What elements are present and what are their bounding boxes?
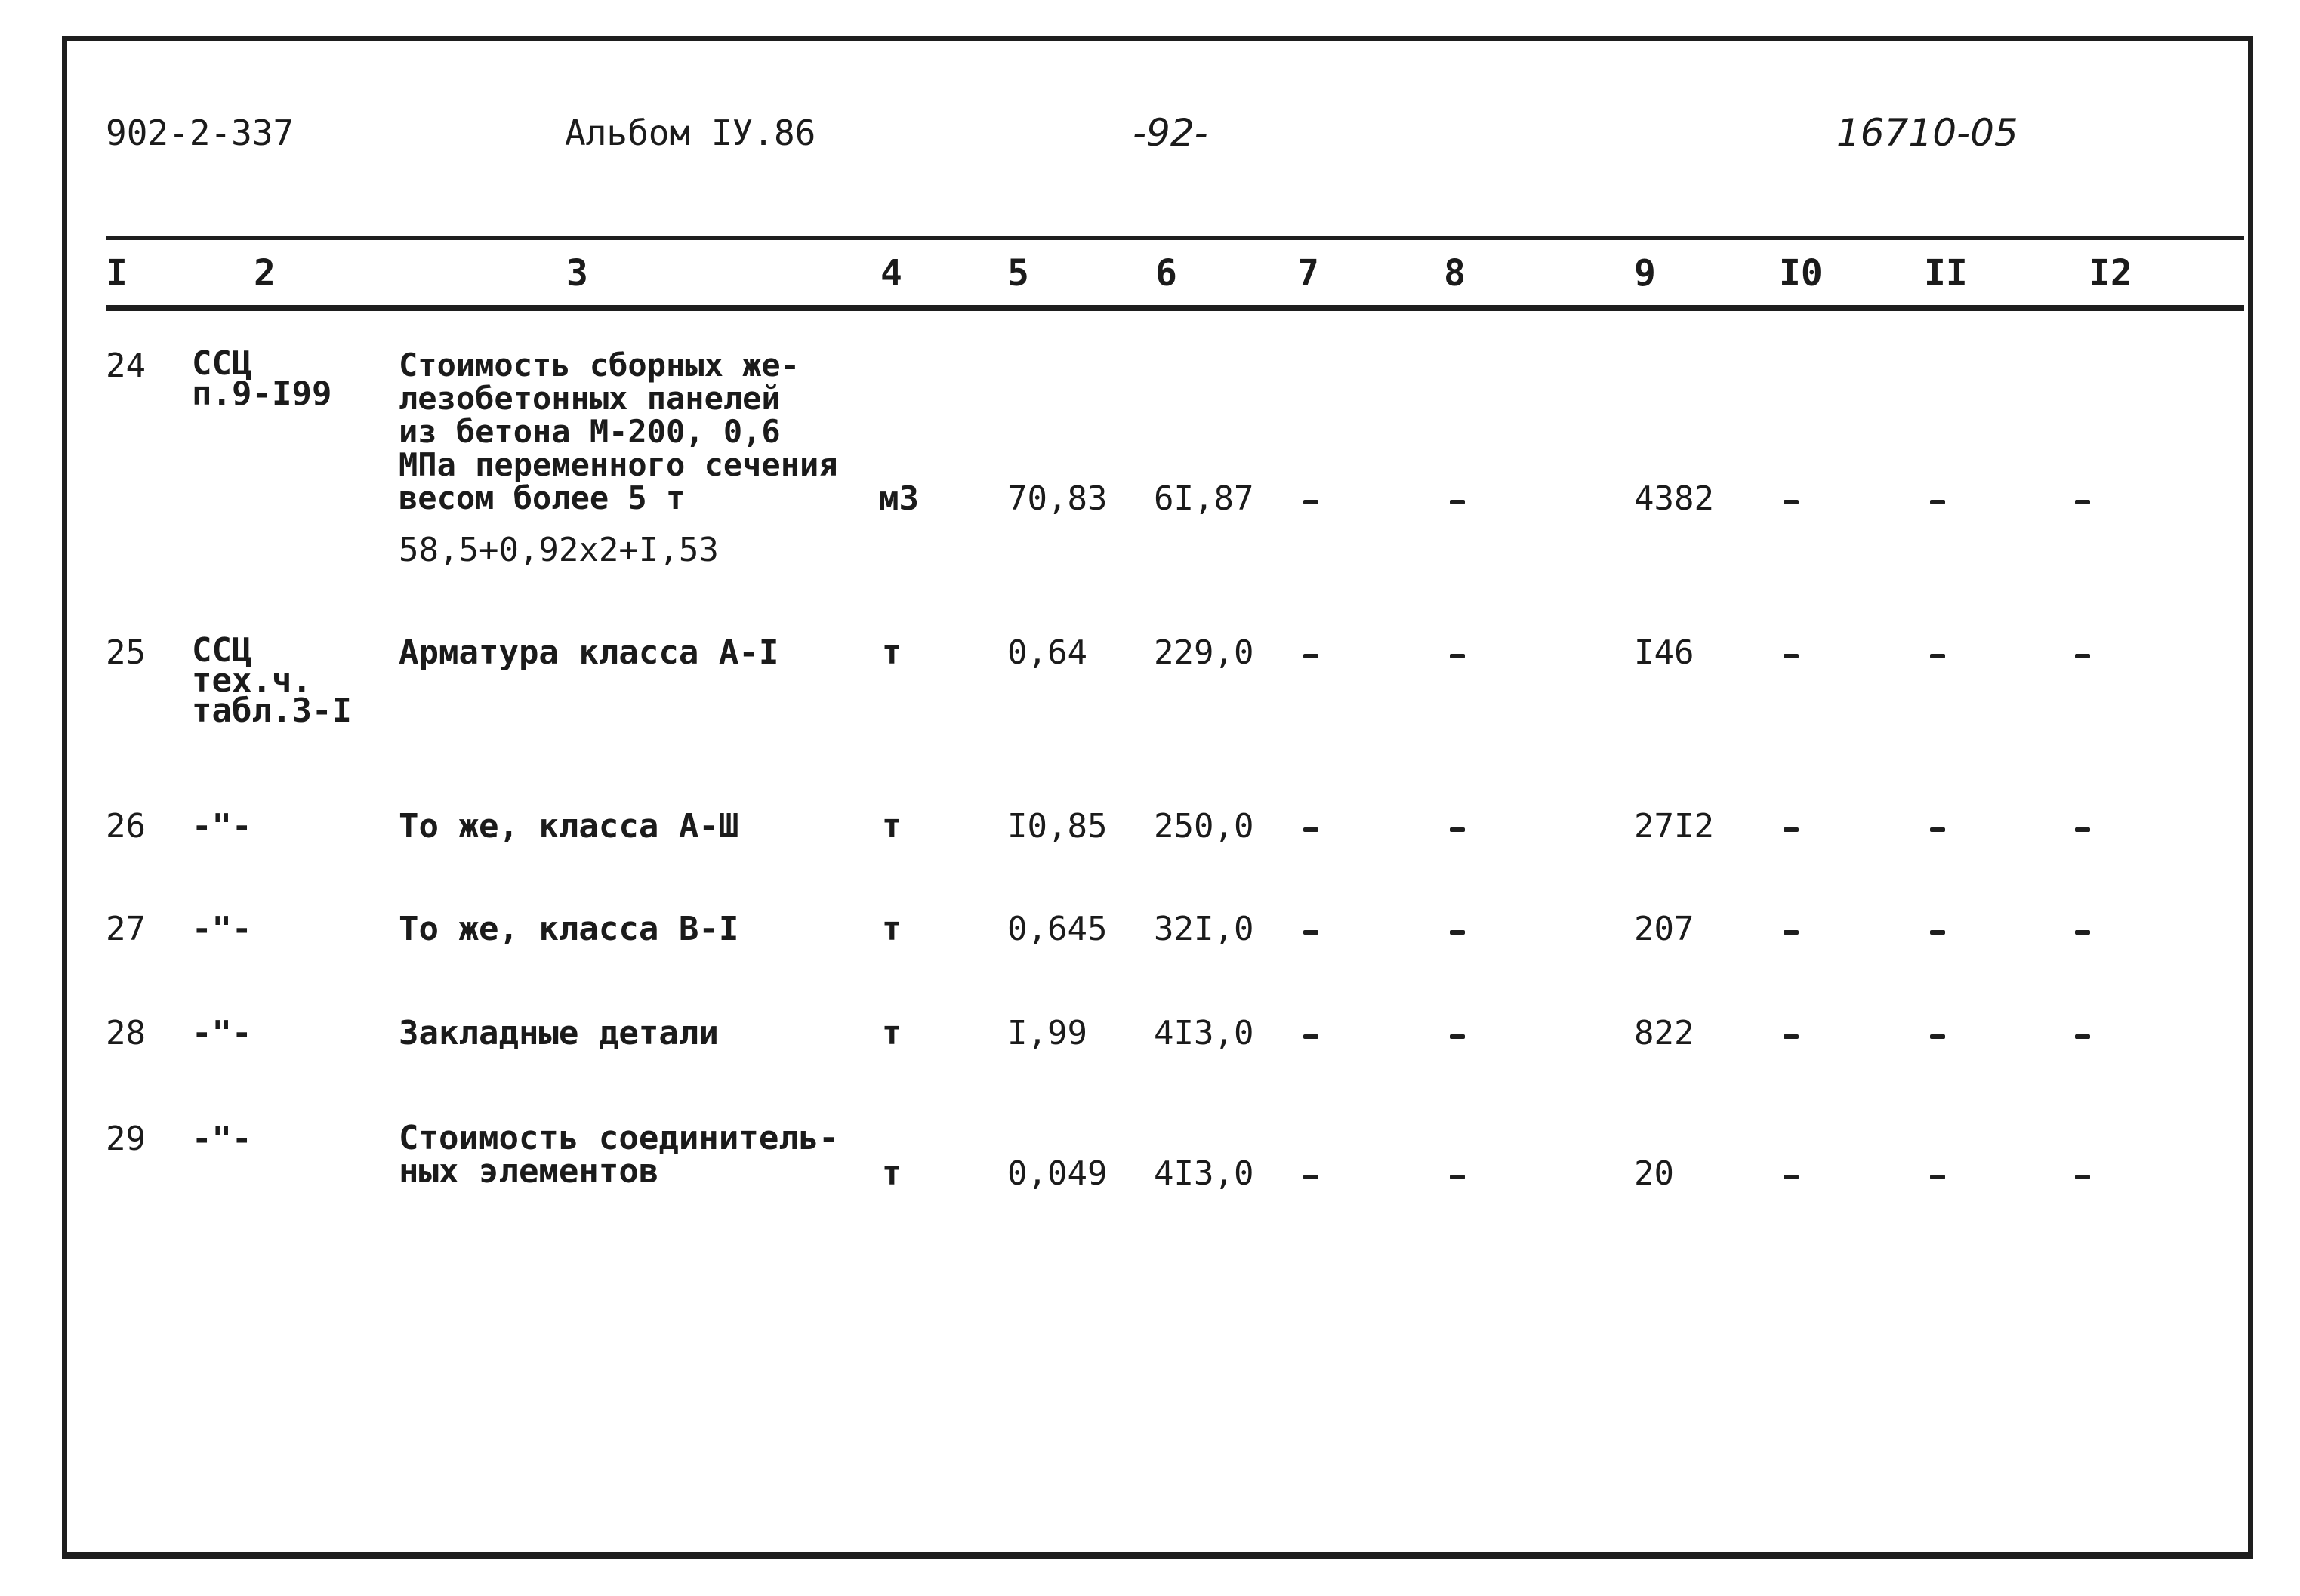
empty-dash: [1930, 930, 1945, 935]
empty-dash: [2075, 1175, 2090, 1179]
column-number: 9: [1634, 252, 1656, 294]
empty-dash: [1784, 654, 1799, 658]
empty-dash: [1930, 654, 1945, 658]
empty-dash: [2075, 500, 2090, 504]
unit-price-cell: 6I,87: [1154, 479, 1254, 518]
quantity-cell: 0,64: [1007, 633, 1087, 672]
column-number: 3: [566, 252, 588, 294]
empty-dash: [1930, 500, 1945, 504]
row-number: 28: [106, 1014, 146, 1052]
empty-dash: [1784, 1034, 1799, 1039]
empty-dash: [2075, 1034, 2090, 1039]
unit-price-cell: 229,0: [1154, 633, 1254, 672]
empty-dash: [2075, 827, 2090, 832]
quantity-cell: I,99: [1007, 1014, 1087, 1052]
empty-dash: [1784, 827, 1799, 832]
empty-dash: [1450, 1034, 1465, 1039]
reference-cell: -"-: [192, 1014, 252, 1052]
header-bottom-rule: [106, 305, 2244, 311]
column-number: 5: [1007, 252, 1029, 294]
row-number: 26: [106, 807, 146, 846]
column-number: I2: [2089, 252, 2132, 294]
empty-dash: [1303, 1034, 1318, 1039]
row-number: 27: [106, 910, 146, 948]
empty-dash: [1303, 654, 1318, 658]
row-number: 24: [106, 347, 146, 385]
column-number: 2: [254, 252, 276, 294]
empty-dash: [1450, 500, 1465, 504]
total-cost-cell: 27I2: [1634, 807, 1714, 846]
calculation-formula: 58,5+0,92х2+I,53: [399, 531, 719, 569]
column-number: 7: [1297, 252, 1319, 294]
row-number: 25: [106, 633, 146, 672]
total-cost-cell: 207: [1634, 910, 1694, 948]
empty-dash: [1930, 1175, 1945, 1179]
description-cell: То же, класса А-Ш: [399, 807, 739, 846]
reference-cell: ССЦ тех.ч. табл.3-I: [192, 631, 352, 730]
total-cost-cell: 822: [1634, 1014, 1694, 1052]
unit-price-cell: 4I3,0: [1154, 1154, 1254, 1193]
quantity-cell: 0,645: [1007, 910, 1108, 948]
description-cell: То же, класса В-I: [399, 910, 739, 948]
reference-cell: -"-: [192, 1120, 252, 1158]
page-number: -92-: [1133, 111, 1208, 155]
inventory-number: 16710-05: [1836, 111, 2018, 155]
description-cell: Арматура класса А-I: [399, 633, 779, 672]
empty-dash: [1303, 500, 1318, 504]
quantity-cell: I0,85: [1007, 807, 1108, 846]
total-cost-cell: I46: [1634, 633, 1694, 672]
unit-cell: т: [882, 910, 902, 948]
quantity-cell: 0,049: [1007, 1154, 1108, 1193]
unit-price-cell: 250,0: [1154, 807, 1254, 846]
column-number: I: [106, 252, 128, 294]
empty-dash: [1450, 654, 1465, 658]
empty-dash: [1303, 1175, 1318, 1179]
quantity-cell: 70,83: [1007, 479, 1108, 518]
empty-dash: [1303, 930, 1318, 935]
unit-cell: м3: [879, 479, 919, 518]
document-code: 902-2-337: [106, 112, 294, 153]
unit-cell: т: [882, 633, 902, 672]
row-number: 29: [106, 1120, 146, 1158]
empty-dash: [1303, 827, 1318, 832]
empty-dash: [1450, 827, 1465, 832]
empty-dash: [1930, 827, 1945, 832]
table-top-rule: [106, 236, 2244, 240]
empty-dash: [1450, 1175, 1465, 1179]
total-cost-cell: 20: [1634, 1154, 1674, 1193]
total-cost-cell: 4382: [1634, 479, 1714, 518]
reference-cell: -"-: [192, 807, 252, 846]
column-number: I0: [1779, 252, 1823, 294]
column-number: 6: [1155, 252, 1177, 294]
reference-cell: -"-: [192, 910, 252, 948]
empty-dash: [1784, 1175, 1799, 1179]
empty-dash: [2075, 654, 2090, 658]
column-number: 8: [1444, 252, 1466, 294]
description-cell: Стоимость соединитель- ных элементов: [399, 1119, 839, 1191]
column-number: 4: [880, 252, 902, 294]
description-cell: Стоимость сборных же- лезобетонных панелей из бетона М-200, 0,6 МПа переменного сечения весом более 5 т: [399, 347, 838, 516]
empty-dash: [1784, 930, 1799, 935]
reference-cell: ССЦ п.9-I99: [192, 344, 332, 413]
unit-price-cell: 4I3,0: [1154, 1014, 1254, 1052]
empty-dash: [1450, 930, 1465, 935]
empty-dash: [1784, 500, 1799, 504]
description-cell: Закладные детали: [399, 1014, 719, 1052]
empty-dash: [1930, 1034, 1945, 1039]
column-number: II: [1924, 252, 1968, 294]
unit-price-cell: 32I,0: [1154, 910, 1254, 948]
unit-cell: т: [882, 1014, 902, 1052]
album-number: Альбом IУ.86: [565, 112, 816, 153]
unit-cell: т: [882, 1154, 902, 1193]
unit-cell: т: [882, 807, 902, 846]
empty-dash: [2075, 930, 2090, 935]
